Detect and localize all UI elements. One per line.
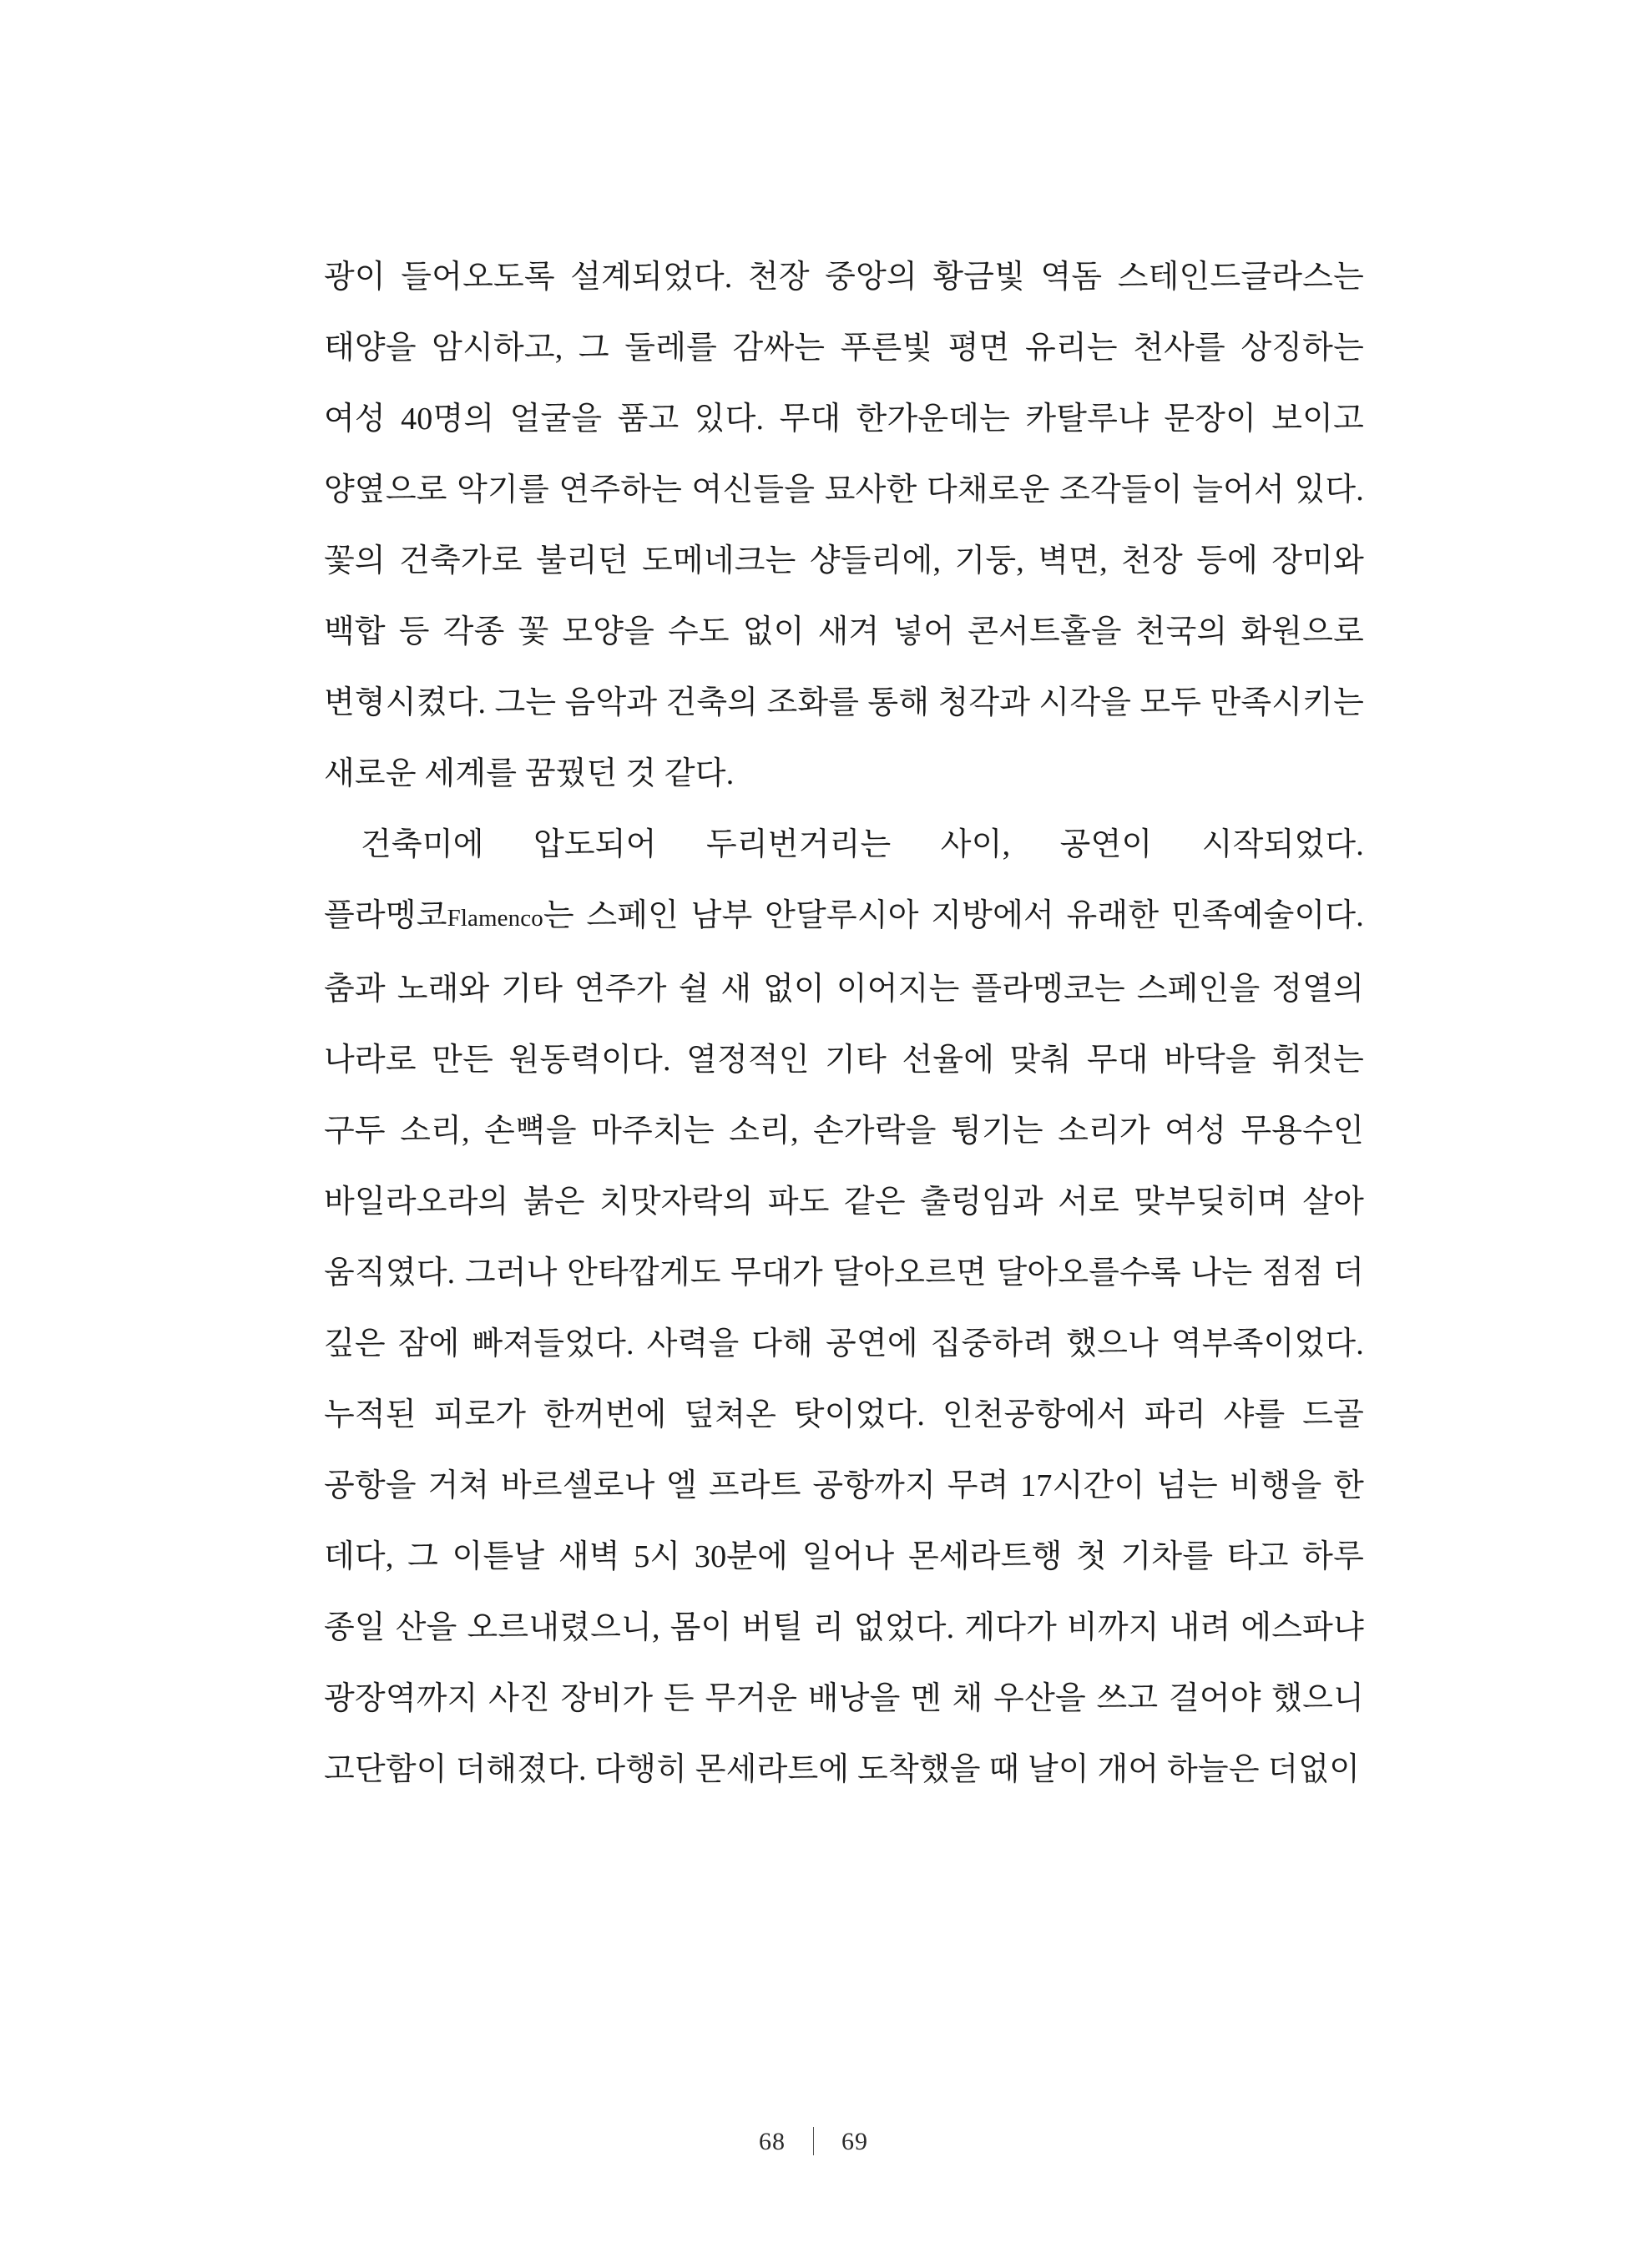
- page-number-right: 69: [841, 2128, 868, 2155]
- paragraph-2-part-1: 건축미에 압도되어 두리번거리는 사이, 공연이 시작되었다. 플라멩코: [324, 827, 1364, 933]
- paragraph-1: 광이 들어오도록 설계되었다. 천장 중앙의 황금빛 역돔 스테인드글라스는 태양을 암시하고, 그 둘레를 감싸는 푸른빛 평면 유리는 천사를 상징하는 여성 40명의 얼굴을 품고 있다. 무대 한가운데는 카탈루냐 문장이 보이고 양옆으로 악기를 연주하는 여신들을 묘사한 다채로운 조각들이 늘어서 있다. 꽃의 건축가로 불리던 도메네크는 샹들리에, 기둥, 벽면, 천장 등에 장미와 백합 등 각종 꽃 모양을 수도 없이 새겨 넣어 콘서트홀을 천국의 화원으로 변형시켰다. 그는 음악과 건축의 조화를 통해 청각과 시각을 모두 만족시키는 새로운 세계를 꿈꿨던 것 같다.: [324, 260, 1364, 791]
- page-number-separator: [813, 2127, 814, 2155]
- page-footer: [0, 2127, 1627, 2156]
- paragraph-2: [324, 810, 1364, 1806]
- body-text-column: [324, 242, 1364, 1806]
- paragraph-2-part-2: 는 스페인 남부 안달루시아 지방에서 유래한 민족예술이다. 춤과 노래와 기타 연주가 쉴 새 없이 이어지는 플라멩코는 스페인을 정열의 나라로 만든 원동력이다. 열정적인 기타 선율에 맞춰 무대 바닥을 휘젓는 구두 소리, 손뼉을 마주치는 소리, 손가락을 튕기는 소리가 여성 무용수인 바일라오라의 붉은 치맛자락의 파도 같은 출렁임과 서로 맞부딪히며 살아 움직였다. 그러나 안타깝게도 무대가 달아오르면 달아오를수록 나는 점점 더 깊은 잠에 빠져들었다. 사력을 다해 공연에 집중하려 했으나 역부족이었다. 누적된 피로가 한꺼번에 덮쳐온 탓이었다. 인천공항에서 파리 샤를 드골 공항을 거쳐 바르셀로나 엘 프라트 공항까지 무려 17시간이 넘는 비행을 한 데다, 그 이튿날 새벽 5시 30분에 일어나 몬세라트행 첫 기차를 타고 하루 종일 산을 오르내렸으니, 몸이 버틸 리 없었다. 게다가 비까지 내려 에스파냐 광장역까지 사진 장비가 든 무거운 배낭을 멘 채 우산을 쓰고 걸어야 했으니 고단함이 더해졌다. 다행히 몬세라트에 도착했을 때 날이 개어 하늘은 더없이: [324, 898, 1364, 1787]
- paragraph-2-latin-term: Flamenco: [447, 905, 543, 932]
- page-number-left: 68: [759, 2128, 786, 2155]
